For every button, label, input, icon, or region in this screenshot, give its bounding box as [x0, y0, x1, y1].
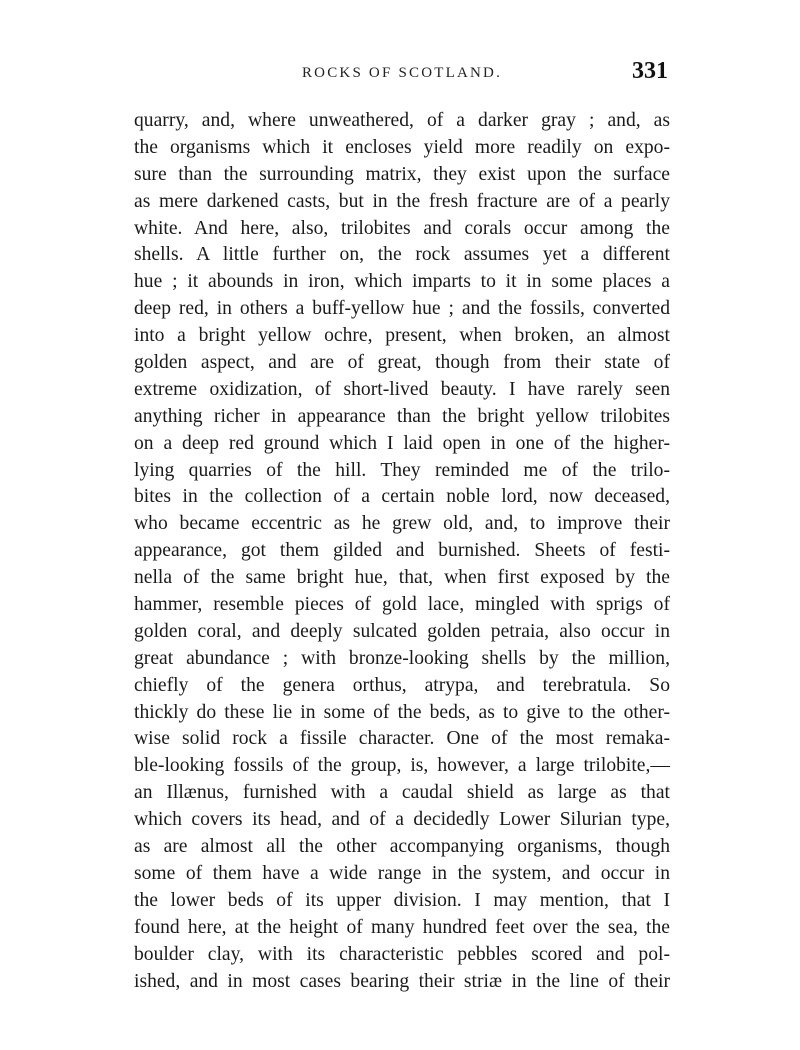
- text-line: bites in the collection of a certain noble lord, now deceased,: [134, 486, 670, 508]
- running-title: ROCKS OF SCOTLAND.: [301, 65, 503, 81]
- body-text: [134, 108, 670, 995]
- text-line: sure than the surrounding matrix, they exist upon the surface: [134, 163, 670, 185]
- text-line: golden aspect, and are of great, though from their state of: [134, 352, 670, 374]
- text-line: as mere darkened casts, but in the fresh fracture are of a pearly: [134, 190, 670, 212]
- running-head: [134, 58, 670, 92]
- text-line: ished, and in most cases bearing their striæ in the line of their: [134, 970, 670, 992]
- text-line: deep red, in others a buff-yellow hue ; and the fossils, converted: [134, 298, 670, 320]
- text-line: chiefly of the genera orthus, atrypa, and terebratula. So: [134, 674, 670, 696]
- text-line: on a deep red ground which I laid open in one of the higher-: [134, 432, 670, 454]
- text-line: extreme oxidization, of short-lived beauty. I have rarely seen: [134, 378, 670, 400]
- text-line: boulder clay, with its characteristic pebbles scored and pol-: [134, 943, 670, 965]
- text-line: great abundance ; with bronze-looking shells by the million,: [134, 647, 670, 669]
- text-line: shells. A little further on, the rock assumes yet a different: [134, 244, 670, 266]
- text-line: golden coral, and deeply sulcated golden petraia, also occur in: [134, 620, 670, 642]
- text-line: an Illænus, furnished with a caudal shield as large as that: [134, 782, 670, 804]
- text-line: lying quarries of the hill. They reminded me of the trilo-: [134, 459, 670, 481]
- text-line: as are almost all the other accompanying organisms, though: [134, 836, 670, 858]
- text-line: which covers its head, and of a decidedly Lower Silurian type,: [134, 809, 670, 831]
- text-line: quarry, and, where unweathered, of a darker gray ; and, as: [134, 110, 670, 131]
- text-line: anything richer in appearance than the bright yellow trilobites: [134, 405, 670, 427]
- text-line: the organisms which it encloses yield more readily on expo-: [134, 136, 670, 158]
- page-number: 331: [632, 58, 668, 84]
- text-line: white. And here, also, trilobites and corals occur among the: [134, 217, 670, 239]
- text-line: some of them have a wide range in the system, and occur in: [134, 862, 670, 884]
- text-line: hue ; it abounds in iron, which imparts to it in some places a: [134, 271, 670, 293]
- text-line: hammer, resemble pieces of gold lace, mingled with sprigs of: [134, 594, 670, 616]
- text-line: the lower beds of its upper division. I may mention, that I: [134, 889, 670, 911]
- text-line: found here, at the height of many hundred feet over the sea, the: [134, 916, 670, 938]
- text-line: nella of the same bright hue, that, when first exposed by the: [134, 567, 670, 589]
- text-line: into a bright yellow ochre, present, when broken, an almost: [134, 325, 670, 347]
- text-line: wise solid rock a fissile character. One of the most remaka-: [134, 728, 670, 750]
- text-line: ble-looking fossils of the group, is, however, a large trilobite,—: [134, 755, 670, 777]
- text-line: thickly do these lie in some of the beds, as to give to the other-: [134, 701, 670, 723]
- text-line: appearance, got them gilded and burnished. Sheets of festi-: [134, 540, 670, 562]
- text-line: who became eccentric as he grew old, and, to improve their: [134, 513, 670, 535]
